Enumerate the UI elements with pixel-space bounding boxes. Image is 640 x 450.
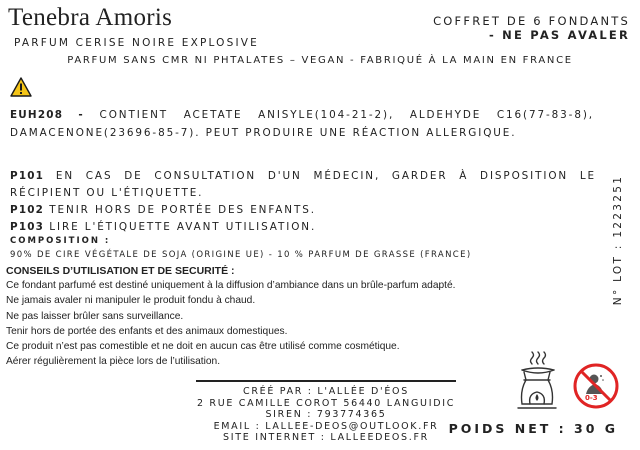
warning-triangle-icon [10,77,32,97]
euh-text: CONTIENT ACETATE ANISYLE(104-21-2), ALDEHYDE C16(77-83-8), DAMACENONE(23696-85-7). PEUT PRODUIRE UNE RÉACTION ALLERGIQUE. [10,109,594,139]
euh208-statement [10,106,594,142]
p101-text: EN CAS DE CONSULTATION D'UN MÉDECIN, GARDER À DISPOSITION LE [44,170,596,182]
credits-siren: SIREN : 793774365 [265,409,387,420]
precautionary-statements [10,168,596,236]
box-description: COFFRET DE 6 FONDANTS [433,14,630,28]
advice-line: Aérer régulièrement la pièce lors de l’utilisation. [6,356,221,368]
brand-title: Tenebra Amoris [8,4,173,31]
fragrance-tagline: PARFUM CERISE NOIRE EXPLOSIVE [14,37,260,49]
product-claims: PARFUM SANS CMR NI PHTALATES – VEGAN - FABRIQUÉ À LA MAIN EN FRANCE [67,55,573,66]
p102-code: P102 [10,204,45,216]
p102-text: TENIR HORS DE PORTÉE DES ENFANTS. [44,204,316,216]
oil-burner-icon [508,350,566,414]
credits-maker: CRÉÉ PAR : L'ALLÉE D'ÉOS [243,386,409,397]
p101-continuation: RÉCIPIENT OU L'ÉTIQUETTE. [10,187,204,199]
lot-number-vertical [605,174,631,306]
advice-line: Tenir hors de portée des enfants et des animaux domestiques. [6,325,288,337]
advice-line: Ce produit n’est pas comestible et ne doit en aucun cas être utilisé comme cosmétique. [6,341,400,353]
p101-code: P101 [10,170,45,182]
composition-title: COMPOSITION : [10,236,111,246]
credits-website: SITE INTERNET : LALLEEDEOS.FR [223,432,429,443]
usage-advice-list [6,278,455,370]
maker-credits [196,386,456,444]
advice-line: Ne pas laisser brûler sans surveillance. [6,310,184,322]
net-weight: POIDS NET : 30 G [448,421,618,436]
advice-line: Ne jamais avaler ni manipuler le produit fondu à chaud. [6,295,256,307]
advice-line: Ce fondant parfumé est destiné uniquement à la diffusion d’ambiance dans un brûle-parfum adapté. [6,280,456,291]
p102-line [10,202,596,219]
usage-advice-title: CONSEILS D’UTILISATION ET DE SECURITÉ : [6,265,235,277]
age-label: 0-3 [585,394,598,402]
p103-line [10,219,596,236]
credits-address: 2 RUE CAMILLE COROT 56440 LANGUIDIC [196,397,456,409]
p103-text: LIRE L'ÉTIQUETTE AVANT UTILISATION. [44,221,317,233]
euh-code: EUH208 - [10,109,84,121]
credits-divider [196,380,456,382]
lot-number: N° LOT : 1223251 [612,174,624,306]
p103-code: P103 [10,221,45,233]
credits-email: EMAIL : LALLEE-DEOS@OUTLOOK.FR [213,420,439,432]
do-not-swallow-warning: - NE PAS AVALER [489,28,630,42]
composition-text: 90% DE CIRE VÉGÉTALE DE SOJA (ORIGINE UE) - 10 % PARFUM DE GRASSE (FRANCE) [10,250,472,260]
no-children-0-3-icon [572,362,620,410]
p101-line [10,168,596,185]
